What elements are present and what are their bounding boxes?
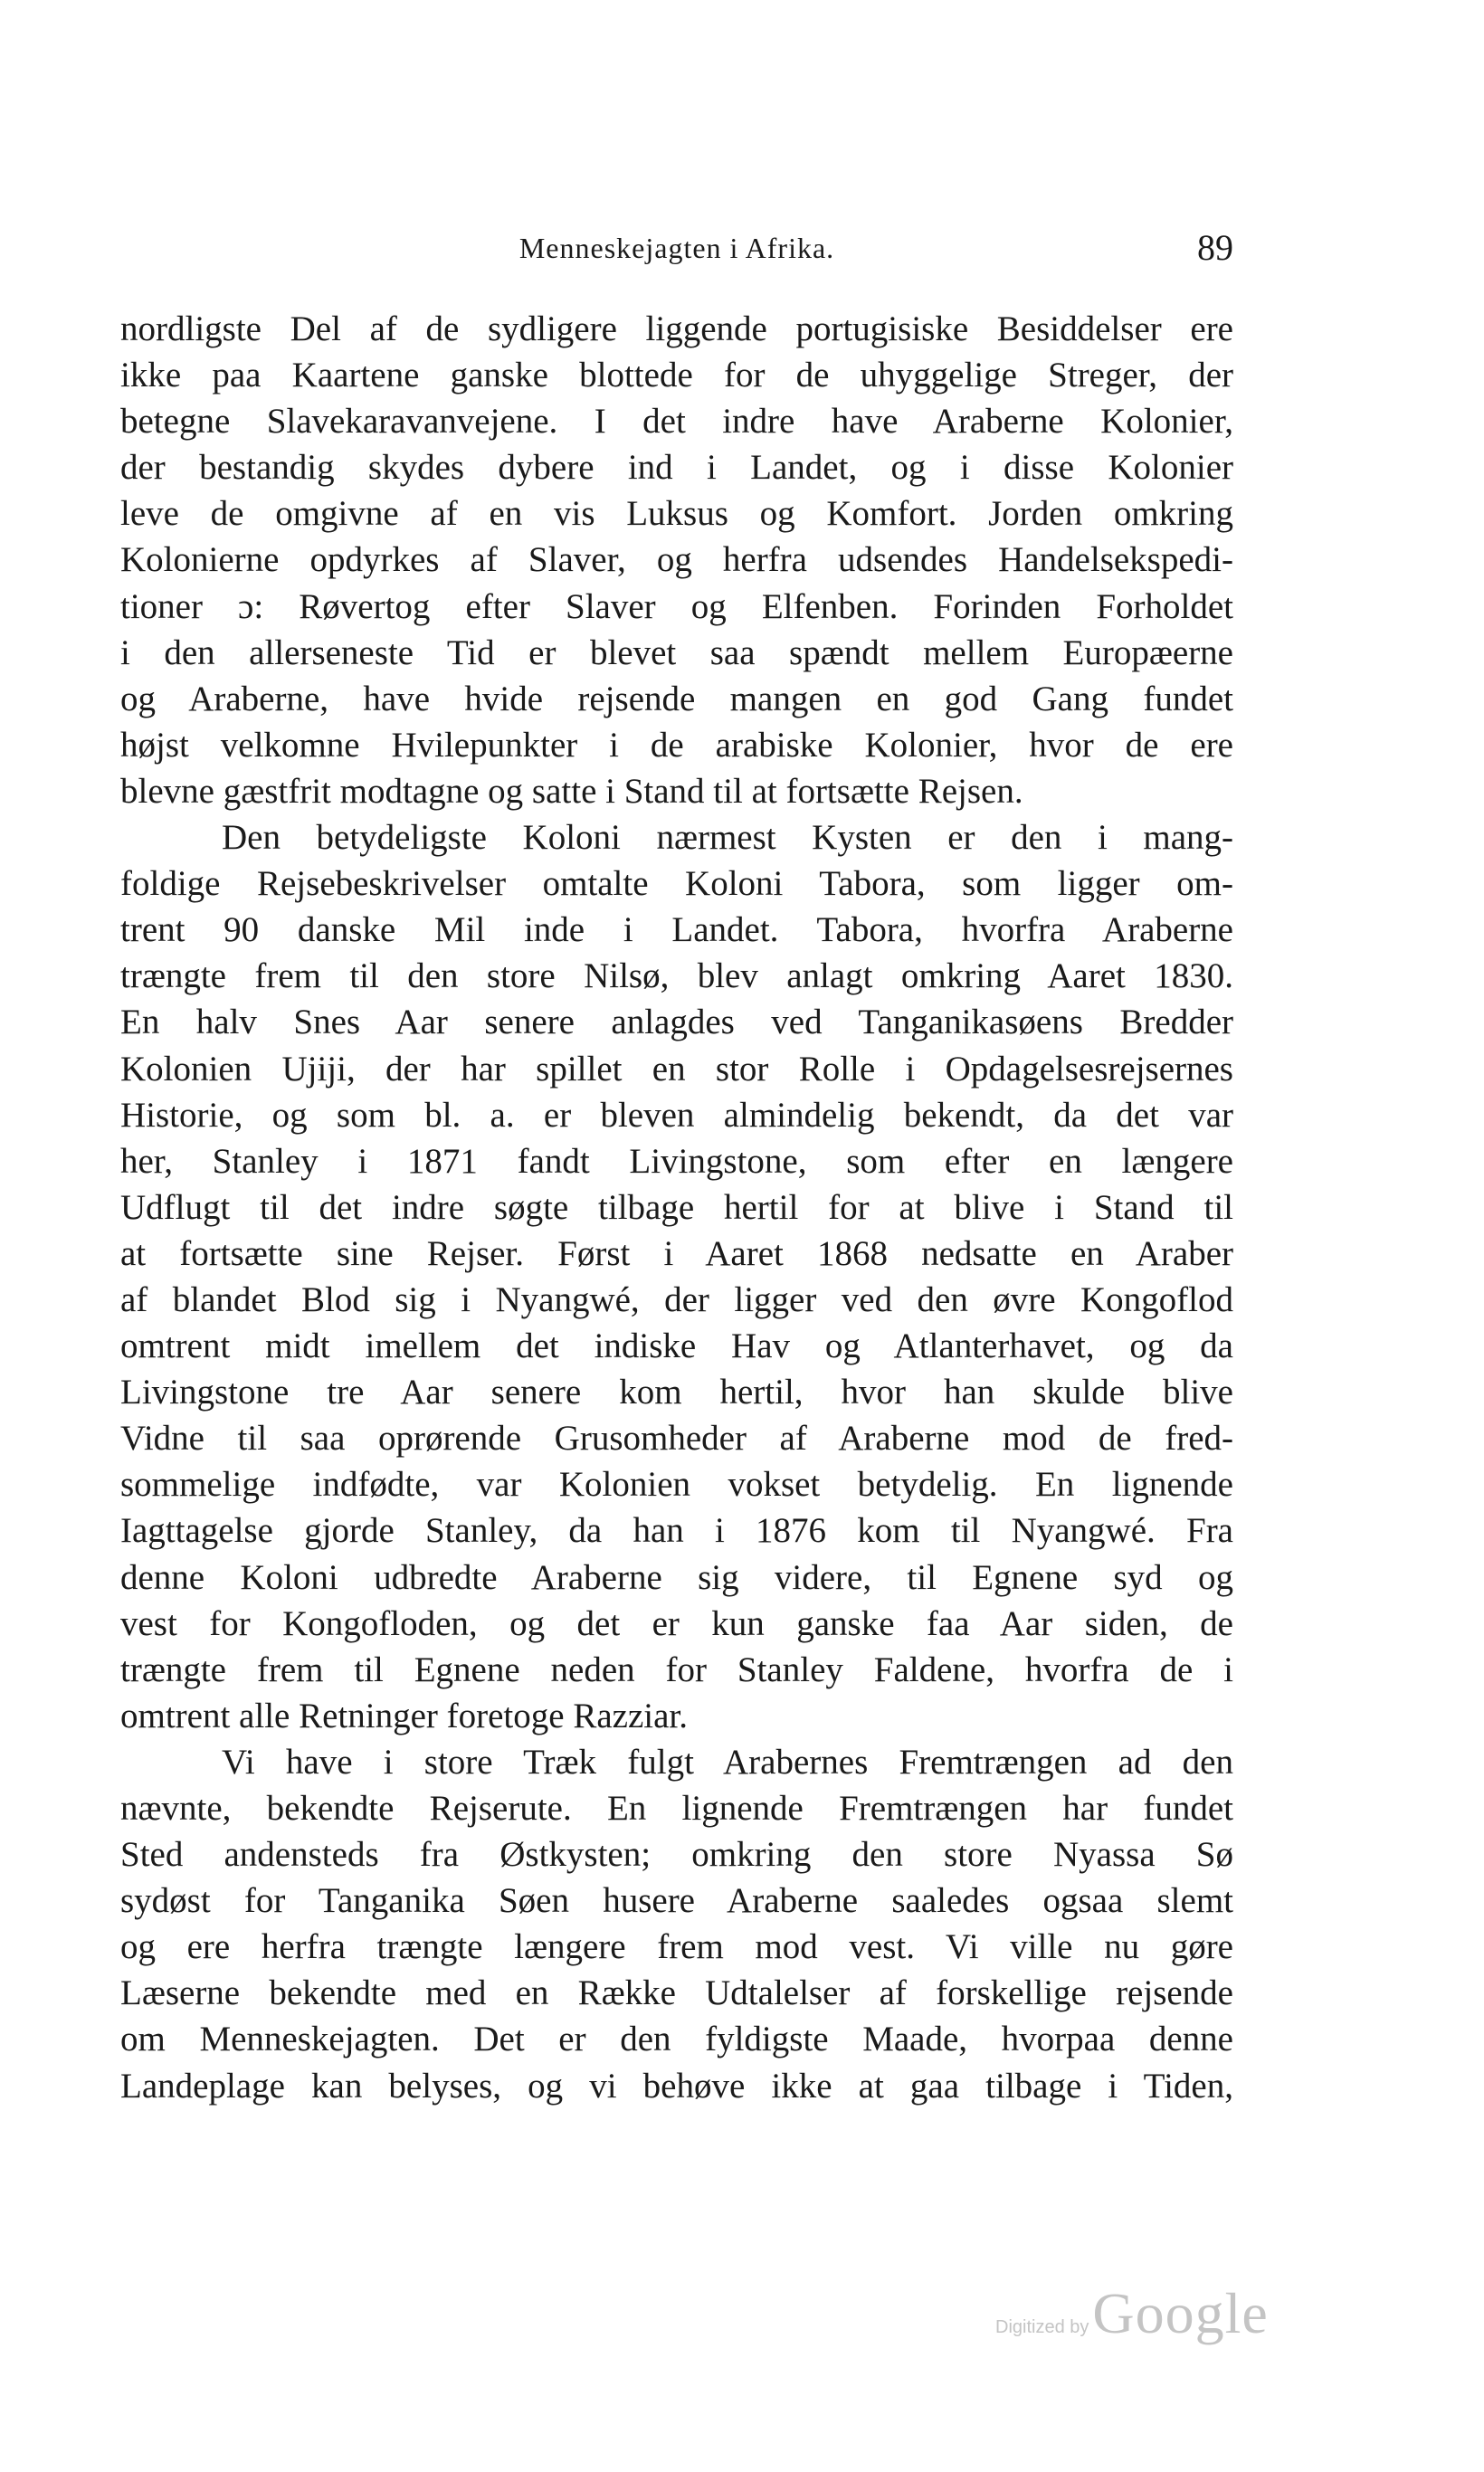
text-line: her, Stanley i 1871 fandt Livingstone, som efter en længere	[120, 1141, 1233, 1181]
text-line: Landeplage kan belyses, og vi behøve ikke at gaa tilbage i Tiden,	[120, 2066, 1233, 2106]
google-watermark	[995, 2280, 1269, 2353]
text-line: at fortsætte sine Rejser. Først i Aaret 1868 nedsatte en Araber	[120, 1233, 1233, 1273]
text-line: og Araberne, have hvide rejsende mangen en god Gang fundet	[120, 679, 1233, 718]
text-line: af blandet Blod sig i Nyangwé, der ligger ved den øvre Kongoflod	[120, 1279, 1233, 1319]
text-line: omtrent alle Retninger foretoge Razziar.	[120, 1696, 688, 1735]
text-line: Vidne til saa oprørende Grusomheder af Araberne mod de fred-	[120, 1419, 1233, 1459]
text-line: Kolonien Ujiji, der har spillet en stor Rolle i Opdagelsesrejsernes	[120, 1049, 1233, 1089]
text-line: foldige Rejsebeskrivelser omtalte Koloni Tabora, som ligger om-	[120, 864, 1233, 904]
text-line: om Menneskejagten. Det er den fyldigste Maade, hvorpaa denne	[120, 2020, 1233, 2059]
text-line: Sted andensteds fra Østkysten; omkring den store Nyassa Sø	[120, 1835, 1233, 1875]
text-line: Vi have i store Træk fulgt Arabernes Fremtrængen ad den	[222, 1742, 1233, 1782]
text-line: Læserne bekendte med en Række Udtalelser af forskellige rejsende	[120, 1973, 1233, 2013]
text-line: der bestandig skydes dybere ind i Landet, og i disse Kolonier	[120, 448, 1233, 488]
text-line: denne Koloni udbredte Araberne sig videre, til Egnene syd og	[120, 1557, 1233, 1597]
text-line: Udflugt til det indre søgte tilbage hertil for at blive i Stand til	[120, 1187, 1233, 1227]
google-logo: Google	[1092, 2281, 1269, 2345]
running-title: Menneskejagten i Afrika.	[518, 232, 835, 264]
text-line: blevne gæstfrit modtagne og satte i Stand til at fortsætte Rejsen.	[120, 771, 1023, 811]
text-line: omtrent midt imellem det indiske Hav og Atlanterhavet, og da	[120, 1326, 1233, 1366]
page-number: 89	[1197, 227, 1233, 268]
text-line: En halv Snes Aar senere anlagdes ved Tanganikasøens Bredder	[120, 1003, 1233, 1042]
text-line: vest for Kongofloden, og det er kun ganske faa Aar siden, de	[120, 1603, 1233, 1643]
body-text	[120, 306, 1233, 2109]
text-line: tioner ɔ: Røvertog efter Slaver og Elfenben. Forinden Forholdet	[120, 586, 1233, 626]
text-line: sommelige indfødte, var Kolonien vokset betydelig. En lignende	[120, 1465, 1233, 1505]
text-line: nævnte, bekendte Rejserute. En lignende Fremtrængen har fundet	[120, 1789, 1233, 1828]
text-line: højst velkomne Hvilepunkter i de arabiske Kolonier, hvor de ere	[120, 725, 1233, 765]
running-header	[120, 228, 1233, 268]
text-line: leve de omgivne af en vis Luksus og Komfort. Jorden omkring	[120, 494, 1233, 534]
text-line: betegne Slavekaravanvejene. I det indre have Araberne Kolonier,	[120, 402, 1233, 442]
text-line: og ere herfra trængte længere frem mod vest. Vi ville nu gøre	[120, 1927, 1233, 1967]
text-line: ikke paa Kaartene ganske blottede for de uhyggelige Streger, der	[120, 356, 1233, 395]
text-line: trængte frem til Egnene neden for Stanley Faldene, hvorfra de i	[120, 1650, 1233, 1689]
digitized-by-label: Digitized by	[995, 2317, 1089, 2337]
text-line: i den allerseneste Tid er blevet saa spændt mellem Europæerne	[120, 632, 1233, 672]
text-line: trængte frem til den store Nilsø, blev anlagt omkring Aaret 1830.	[120, 956, 1233, 996]
text-line: Historie, og som bl. a. er bleven almindelig bekendt, da det var	[120, 1095, 1233, 1135]
text-line: Iagttagelse gjorde Stanley, da han i 1876 kom til Nyangwé. Fra	[120, 1511, 1233, 1551]
text-line: sydøst for Tanganika Søen husere Araberne saaledes ogsaa slemt	[120, 1881, 1233, 1921]
text-line: Den betydeligste Koloni nærmest Kysten er den i mang-	[222, 818, 1233, 858]
text-line: nordligste Del af de sydligere liggende portugisiske Besiddelser ere	[120, 309, 1233, 348]
text-line: Livingstone tre Aar senere kom hertil, hvor han skulde blive	[120, 1373, 1233, 1412]
text-line: trent 90 danske Mil inde i Landet. Tabora, hvorfra Araberne	[120, 910, 1233, 950]
text-line: Kolonierne opdyrkes af Slaver, og herfra udsendes Handelsekspedi-	[120, 540, 1233, 580]
